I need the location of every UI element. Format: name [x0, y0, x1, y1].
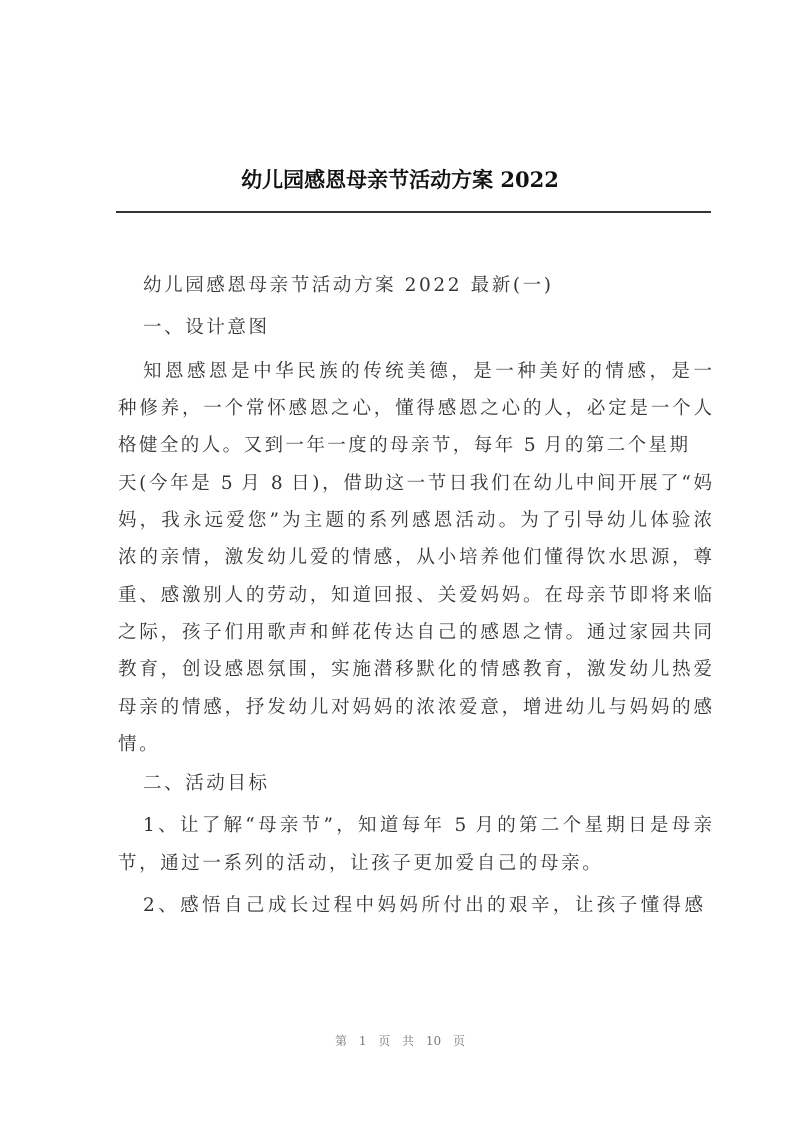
section-heading: 一、设计意图: [143, 317, 270, 338]
paragraph-line: 妈，我永远爱您”为主题的系列感恩活动。为了引导幼儿体验浓: [118, 510, 712, 531]
paragraph-line: 种修养，一个常怀感恩之心，懂得感恩之心的人，必定是一个人: [118, 398, 712, 419]
document-title: 幼儿园感恩母亲节活动方案 2022: [241, 167, 559, 192]
section-heading: 二、活动目标: [143, 773, 270, 794]
paragraph-line: 重、感激别人的劳动，知道回报、关爱妈妈。在母亲节即将来临: [118, 585, 712, 606]
paragraph-line: 知恩感恩是中华民族的传统美德，是一种美好的情感，是一: [143, 361, 712, 382]
paragraph-line: 天(今年是 5 月 8 日)，借助这一节日我们在幼儿中间开展了“妈: [118, 473, 712, 494]
page-number-footer: 第 1 页 共 10 页: [335, 1034, 465, 1048]
paragraph-line: 1、让了解“母亲节”，知道每年 5 月的第二个星期日是母亲: [143, 815, 712, 836]
paragraph-line: 情。: [118, 734, 161, 755]
title-divider: [116, 211, 711, 213]
paragraph-line: 格健全的人。又到一年一度的母亲节，每年 5 月的第二个星期: [118, 435, 688, 456]
subtitle: 幼儿园感恩母亲节活动方案 2022 最新(一): [143, 275, 554, 296]
paragraph-line: 教育，创设感恩氛围，实施潜移默化的情感教育，激发幼儿热爱: [118, 659, 712, 680]
paragraph-line: 节，通过一系列的活动，让孩子更加爱自己的母亲。: [118, 853, 604, 874]
paragraph-line: 2、感悟自己成长过程中妈妈所付出的艰辛，让孩子懂得感: [143, 895, 703, 916]
paragraph-line: 浓的亲情，激发幼儿爱的情感，从小培养他们懂得饮水思源，尊: [118, 547, 712, 568]
paragraph-line: 母亲的情感，抒发幼儿对妈妈的浓浓爱意，增进幼儿与妈妈的感: [118, 697, 712, 718]
paragraph-line: 之际，孩子们用歌声和鲜花传达自己的感恩之情。通过家园共同: [118, 622, 712, 643]
